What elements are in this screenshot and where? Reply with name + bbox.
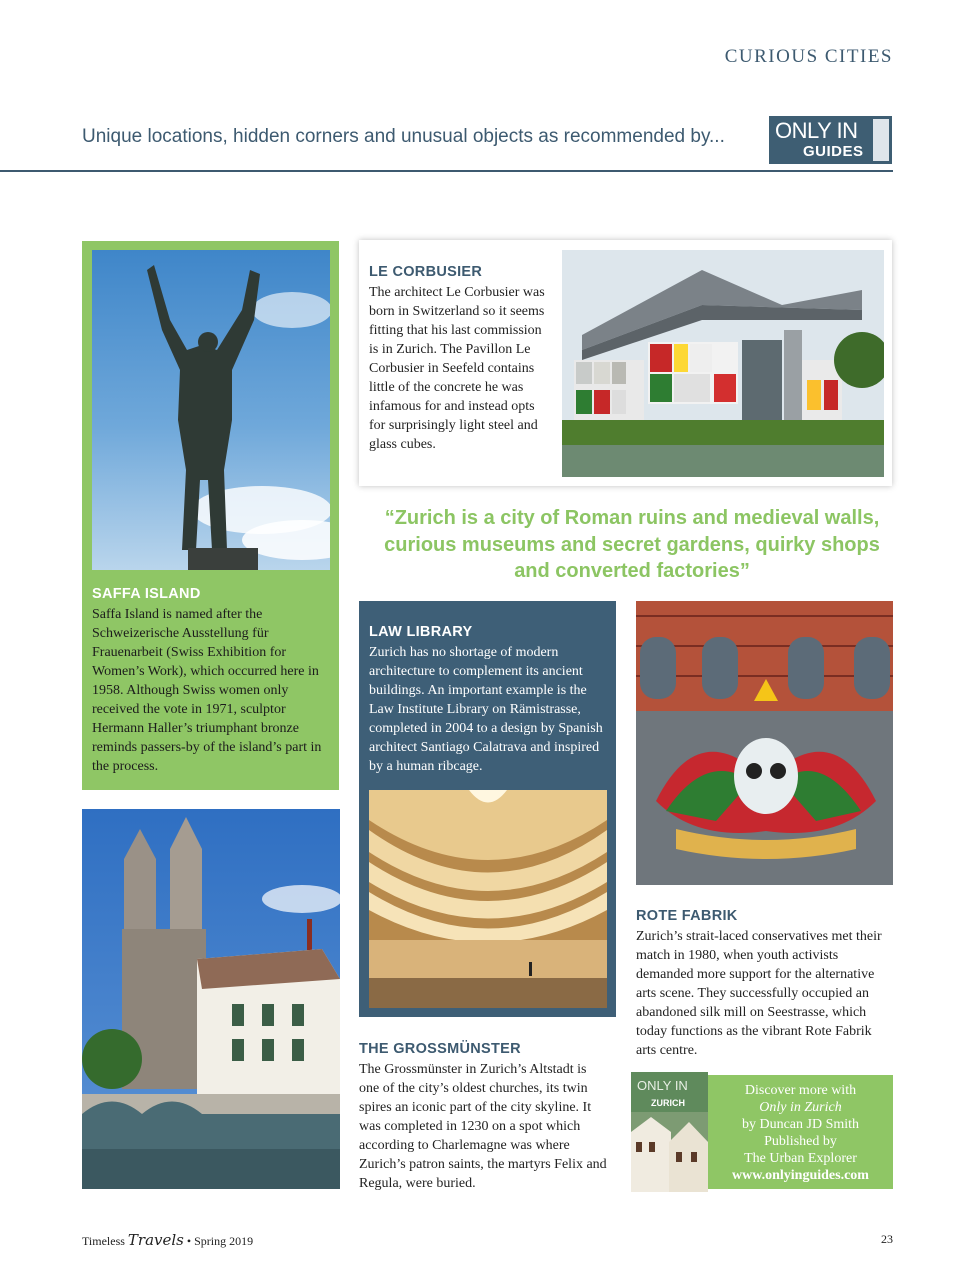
discover-url-link[interactable]: www.onlyinguides.com (732, 1168, 869, 1183)
footer-mag-prefix: Timeless (82, 1234, 125, 1248)
header-rule (0, 170, 893, 172)
saffa-statue-photo (92, 250, 330, 570)
logo-figure-icon (873, 119, 889, 161)
section-title: CURIOUS CITIES (724, 46, 893, 67)
footer-issue: • Spring 2019 (186, 1234, 254, 1248)
pull-quote: “Zurich is a city of Roman ruins and medieval walls, curious museums and secret gardens, quirky shops and converted factories” (384, 507, 880, 582)
only-in-zurich-book-cover (631, 1072, 708, 1192)
pavillon-le-corbusier-photo (562, 250, 884, 477)
discover-book-title: Only in Zurich (759, 1100, 842, 1115)
logo-line2: GUIDES (803, 143, 864, 160)
grossmunster-body: The Grossmünster in Zurich’s Altstadt is one of the city’s oldest churches, its twin spires an iconic part of the city skyline. It was completed in 1230 on a spot which according to Charlemagne was where Zurich’s patron saints, the martyrs Felix and Regula, were buried. (359, 1062, 607, 1191)
grossmunster-title: THE GROSSMÜNSTER (359, 1041, 521, 1057)
discover-author: by Duncan JD Smith (741, 1117, 860, 1132)
le-corbusier-title: LE CORBUSIER (369, 264, 483, 280)
grossmunster-photo (82, 809, 340, 1189)
book-title-line1: ONLY IN (637, 1078, 688, 1093)
saffa-island-title: SAFFA ISLAND (92, 586, 201, 602)
grossmunster-text (359, 1041, 609, 1193)
le-corbusier-body: The architect Le Corbusier was born in Switzerland so it seems fitting that his last commission is in Zurich. The Pavillon Le Corbusier in Seefeld contains little of the concrete he was infamous for and instead opts for surprisingly light steel and glass cubes. (369, 285, 545, 452)
logo-line1: ONLY IN (775, 118, 858, 143)
rote-fabrik-body: Zurich’s strait-laced conservatives met their match in 1980, when youth activists demanded more support for the alternative arts scene. They successfully occupied an abandoned silk mill on Seestrasse, which today functions as the vibrant Rote Fabrik arts centre. (636, 929, 882, 1058)
discover-publisher: The Urban Explorer (744, 1151, 857, 1166)
discover-line1: Discover more with (744, 1083, 857, 1098)
law-library-body: Zurich has no shortage of modern architecture to complement its ancient buildings. An important example is the Law Institute Library on Rämistrasse, completed in 2004 to a design by Spanish architect Santiago Calatrava and inspired by a human ribcage. (369, 645, 603, 774)
intro-line: Unique locations, hidden corners and unusual objects as recommended by... (82, 126, 725, 147)
law-library-title: LAW LIBRARY (369, 624, 473, 640)
le-corbusier-text (369, 264, 549, 454)
rote-fabrik-photo (636, 601, 893, 885)
only-in-guides-logo (769, 116, 892, 164)
footer-magazine-issue (82, 1231, 253, 1249)
law-library-photo (369, 790, 607, 1008)
law-library-text (369, 624, 609, 776)
page-number: 23 (881, 1232, 893, 1246)
rote-fabrik-text (636, 908, 894, 1060)
rote-fabrik-title: ROTE FABRIK (636, 908, 738, 924)
discover-more-box (708, 1075, 893, 1189)
saffa-island-body: Saffa Island is named after the Schweizerische Ausstellung für Frauenarbeit (Swiss Exhibition for Women’s Work), which occurred here in 1958. Although Swiss women only received the vote in 1971, sculptor Hermann Haller’s triumphant bronze reminds passers-by of the island’s part in the process. (92, 607, 322, 774)
discover-published-by: Published by (764, 1134, 837, 1149)
saffa-island-text (92, 586, 332, 776)
footer-mag-script: Travels (127, 1231, 184, 1249)
book-title-line2: ZURICH (651, 1098, 685, 1108)
